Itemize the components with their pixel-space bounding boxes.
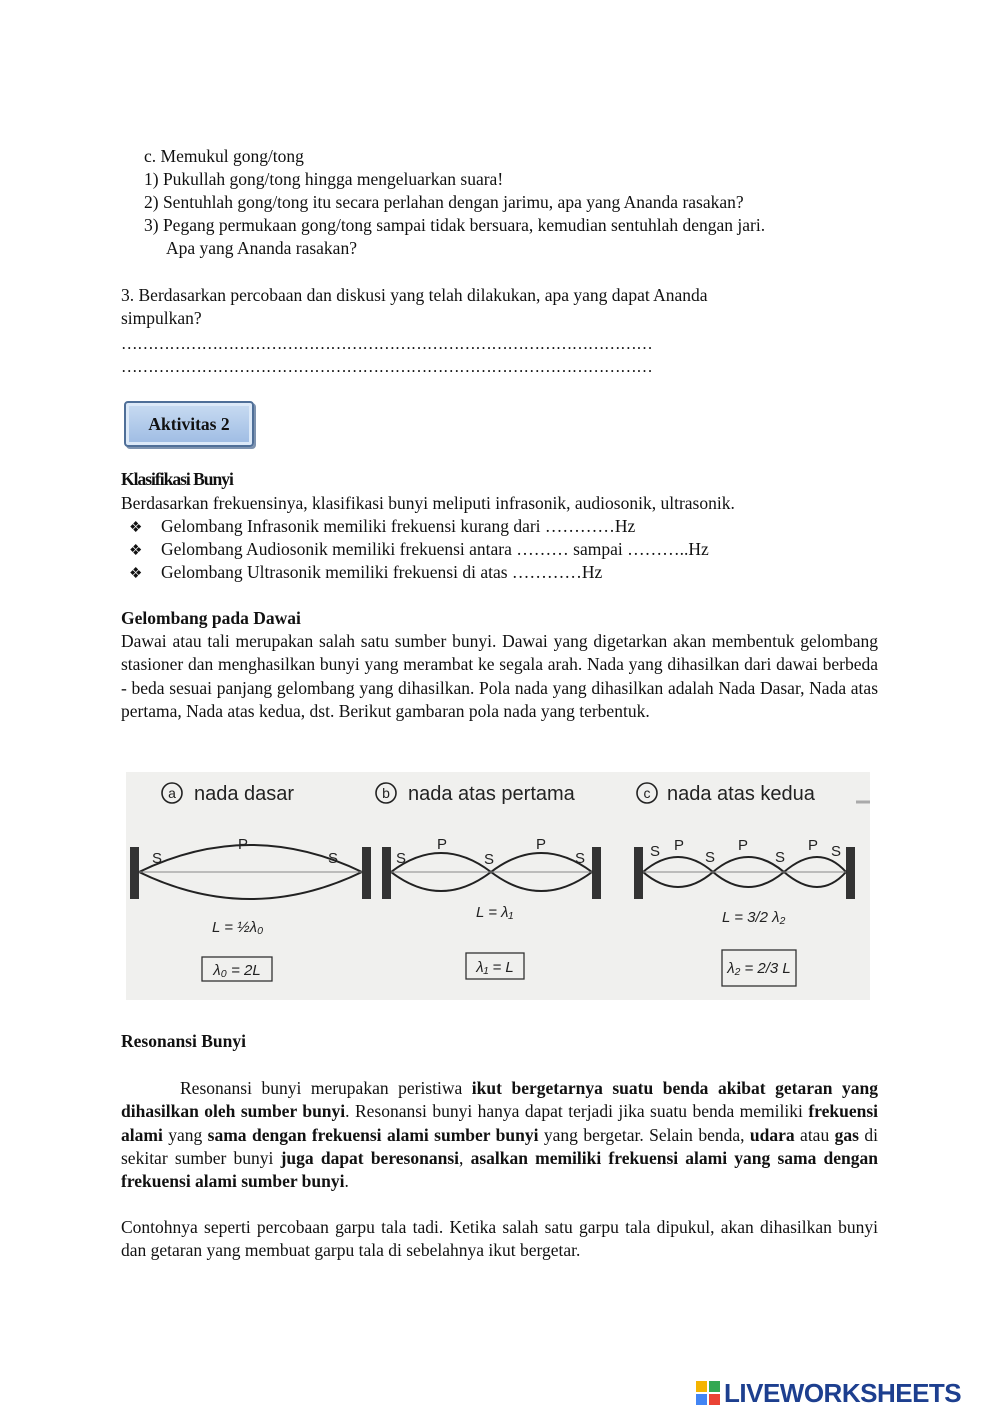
- resonansi-text-run: atau: [794, 1124, 835, 1145]
- diamond-bullet-icon: ❖: [129, 520, 143, 536]
- panel-b-node-mid: S: [484, 851, 495, 868]
- panel-c-node-4: S: [831, 843, 842, 860]
- panel-b-left-clamp: [382, 847, 391, 899]
- part-c-step-2: 2) Sentuhlah gong/tong itu secara perlahan dengan jarimu, apa yang Ananda rasakan?: [144, 192, 744, 212]
- panel-c-result: λ₂ = 2/3 L: [727, 960, 791, 977]
- panel-b-antinode-2: P: [536, 836, 547, 853]
- resonansi-text-run: .: [344, 1171, 349, 1192]
- panel-c-label: nada atas kedua: [667, 783, 815, 805]
- resonansi-text-run: Resonansi bunyi merupakan peristiwa: [180, 1078, 472, 1098]
- panel-b-right-clamp: [592, 847, 601, 899]
- resonansi-bold-run: asalkan memiliki frekuensi alami yang sama dengan frekuensi alami sumber bunyi: [121, 1147, 878, 1192]
- panel-b-node-right: S: [575, 850, 586, 867]
- resonansi-text-run: ,: [459, 1147, 471, 1168]
- panel-nada-atas-kedua: [634, 783, 855, 986]
- dawai-paragraph: Dawai atau tali merupakan salah satu sumber bunyi. Dawai yang digetarkan akan membentuk gelombang stasioner dan menghasilkan bunyi yang merambat ke segala arah. Nada yang dihasilkan dari dawai berbeda - beda sesuai panjang gelombang yang dihasilkan. Pola nada yang dihasilkan adalah Nada Dasar, Nada atas pertama, Nada atas kedua, dst. Berikut gambaran pola nada yang terbentuk.: [121, 631, 878, 721]
- panel-c-antinode-2: P: [738, 837, 749, 854]
- panel-nada-dasar: [130, 783, 371, 981]
- resonansi-text-run: di sekitar sumber bunyi: [121, 1124, 878, 1168]
- klasifikasi-title: Klasifikasi Bunyi: [121, 469, 233, 489]
- panel-b-antinode-1: P: [437, 836, 448, 853]
- panel-c-node-3: S: [775, 849, 786, 866]
- part-c-step-3: 3) Pegang permukaan gong/tong sampai tidak bersuara, kemudian sentuhlah dengan jari.: [144, 215, 766, 235]
- resonansi-bold-run: gas: [834, 1124, 859, 1145]
- panel-b-node-left: S: [396, 850, 407, 867]
- part-c-title: c. Memukul gong/tong: [144, 146, 304, 166]
- panel-a-antinode: P: [238, 836, 249, 853]
- klasifikasi-item-infrasonik: [129, 515, 635, 540]
- panel-b-result: λ₁ = L: [476, 959, 514, 976]
- liveworksheets-logo: [696, 1378, 962, 1408]
- panel-b-letter: b: [382, 785, 390, 801]
- klasifikasi-item-audiosonik: [129, 538, 709, 563]
- answer-dots-line-1[interactable]: ………………………………………………………………………………………: [121, 334, 653, 353]
- panel-c-right-clamp: [846, 847, 855, 899]
- liveworksheets-logo-icon: [696, 1381, 720, 1405]
- standing-wave-figure: [126, 772, 870, 1000]
- panel-nada-atas-pertama: [376, 783, 601, 979]
- panel-a-formula: L = ½λ₀: [212, 919, 264, 936]
- resonansi-text-run: yang bergetar. Selain benda,: [538, 1124, 750, 1145]
- klasifikasi-item-text: Gelombang Infrasonik memiliki frekuensi kurang dari …………Hz: [161, 516, 636, 536]
- panel-c-letter: c: [643, 785, 651, 801]
- klasifikasi-intro: Berdasarkan frekuensinya, klasifikasi bunyi meliputi infrasonik, audiosonik, ultrasonik.: [121, 493, 735, 513]
- panel-a-letter: a: [168, 785, 176, 801]
- panel-c-antinode-3: P: [808, 837, 819, 854]
- resonansi-text-run: . Resonansi bunyi hanya dapat terjadi jika suatu benda memiliki: [345, 1101, 809, 1122]
- panel-c-node-2: S: [705, 849, 716, 866]
- panel-a-result: λ₀ = 2L: [213, 962, 261, 979]
- panel-a-node-left: S: [152, 850, 163, 867]
- resonansi-text-run: yang: [162, 1124, 208, 1145]
- klasifikasi-item-text: Gelombang Audiosonik memiliki frekuensi antara ……… sampai ………..Hz: [161, 539, 709, 559]
- panel-a-node-right: S: [328, 850, 339, 867]
- resonansi-bold-run: udara: [749, 1124, 795, 1145]
- panel-c-formula: L = 3/2 λ₂: [722, 909, 786, 926]
- resonansi-paragraph-2: Contohnya seperti percobaan garpu tala tadi. Ketika salah satu garpu tala dipukul, akan dihasilkan bunyi dan getaran yang membuat garpu tala di sebelahnya ikut bergetar.: [121, 1217, 878, 1261]
- panel-b-label: nada atas pertama: [408, 783, 575, 805]
- klasifikasi-item-text: Gelombang Ultrasonik memiliki frekuensi di atas …………Hz: [161, 562, 603, 582]
- panel-a-right-clamp: [362, 847, 371, 899]
- resonansi-bold-run: sama dengan frekuensi alami sumber bunyi: [207, 1124, 539, 1145]
- part-c-step-3-cont: Apa yang Ananda rasakan?: [166, 238, 357, 258]
- dawai-title: Gelombang pada Dawai: [121, 608, 301, 628]
- resonansi-title: Resonansi Bunyi: [121, 1031, 246, 1051]
- panel-a-wave-lower: [139, 872, 362, 899]
- resonansi-bold-run: ikut bergetarnya suatu benda akibat getaran yang dihasilkan oleh sumber bunyi: [121, 1078, 878, 1122]
- panel-c-left-clamp: [634, 847, 643, 899]
- panel-b-formula: L = λ₁: [476, 904, 514, 921]
- question-3-line-1: 3. Berdasarkan percobaan dan diskusi yang telah dilakukan, apa yang dapat Ananda: [121, 285, 708, 305]
- answer-dots-line-2[interactable]: ………………………………………………………………………………………: [121, 357, 653, 376]
- klasifikasi-item-ultrasonik: [129, 561, 602, 586]
- part-c-step-1: 1) Pukullah gong/tong hingga mengeluarkan suara!: [144, 169, 504, 189]
- resonansi-bold-run: frekuensi alami: [121, 1101, 878, 1145]
- panel-a-label: nada dasar: [194, 783, 295, 805]
- diamond-bullet-icon: ❖: [129, 566, 143, 582]
- question-3-line-2: simpulkan?: [121, 308, 202, 328]
- activity-2-badge: Aktivitas 2: [124, 401, 254, 447]
- panel-c-node-1: S: [650, 843, 661, 860]
- resonansi-paragraph-1: [121, 1077, 878, 1193]
- liveworksheets-wordmark: LIVEWORKSHEETS: [724, 1378, 962, 1408]
- panel-c-antinode-1: P: [674, 837, 685, 854]
- resonansi-bold-run: juga dapat beresonansi: [280, 1147, 459, 1168]
- diamond-bullet-icon: ❖: [129, 543, 143, 559]
- panel-a-left-clamp: [130, 847, 139, 899]
